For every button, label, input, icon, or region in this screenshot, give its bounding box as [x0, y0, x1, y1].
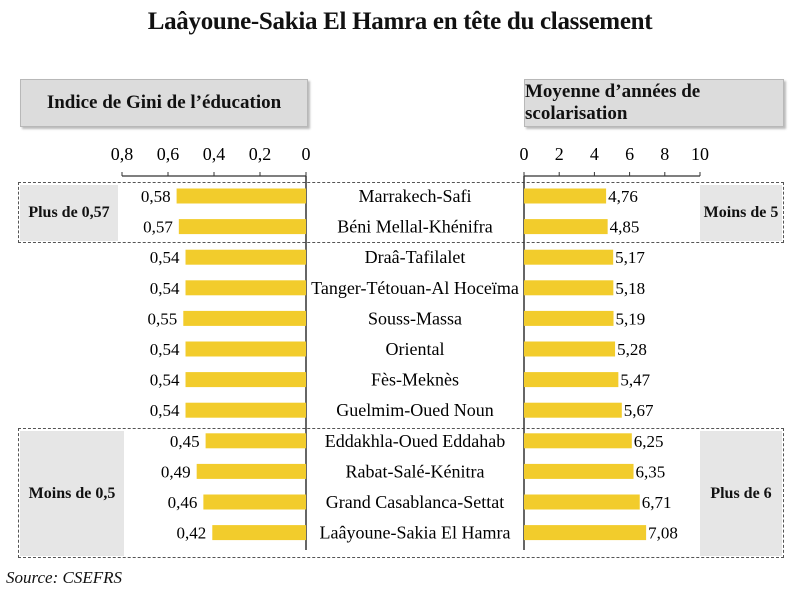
gini-value-label: 0,55: [147, 309, 178, 329]
region-label: Rabat-Salé-Kénitra: [345, 461, 485, 482]
years-value-label: 4,85: [609, 217, 640, 237]
gini-value-label: 0,54: [149, 370, 180, 390]
gini-bar: [186, 372, 306, 387]
gini-bar: [206, 433, 306, 448]
years-value-label: 5,18: [615, 278, 646, 298]
region-label: Oriental: [385, 339, 445, 359]
schooling-panel-header: Moyenne d’années de scolarisation: [524, 79, 784, 127]
gini-bar: [212, 525, 306, 540]
years-bar: [524, 342, 615, 357]
gini-tick-label: 0: [301, 144, 311, 164]
years-bar: [524, 372, 618, 387]
years-tick-label: 2: [554, 144, 564, 164]
gini-value-label: 0,54: [149, 340, 180, 359]
group-label-top-left: Plus de 0,57: [20, 185, 118, 241]
gini-bar: [186, 250, 306, 265]
gini-value-label: 0,42: [176, 523, 207, 543]
years-bar: [524, 464, 634, 479]
region-label: Guelmim-Oued Noun: [336, 400, 494, 421]
region-label: Laâyoune-Sakia El Hamra: [319, 522, 511, 543]
years-tick-label: 6: [625, 144, 635, 164]
gini-value-label: 0,54: [149, 401, 180, 421]
years-value-label: 5,47: [620, 370, 651, 390]
group-label-bottom-right: Plus de 6: [700, 431, 782, 556]
chart-title: Laâyoune-Sakia El Hamra en tête du classement: [147, 8, 653, 35]
gini-bar: [197, 464, 306, 479]
years-bar: [524, 525, 646, 540]
region-label: Tanger-Tétouan-Al Hoceïma: [311, 277, 519, 298]
gini-bar: [183, 311, 306, 326]
years-bar: [524, 403, 622, 418]
gini-bar: [177, 189, 306, 204]
gini-value-label: 0,49: [160, 462, 191, 482]
gini-tick-label: 0,4: [202, 144, 226, 164]
years-value-label: 4,76: [608, 187, 638, 206]
region-label: Grand Casablanca-Settat: [325, 492, 505, 512]
years-value-label: 6,35: [635, 462, 666, 482]
years-tick-label: 4: [589, 144, 599, 164]
region-label: Eddakhla-Oued Eddahab: [324, 430, 506, 451]
years-bar: [524, 250, 613, 265]
gini-bar: [179, 219, 306, 234]
years-bar: [524, 311, 614, 326]
years-value-label: 6,25: [633, 431, 664, 451]
region-label: Fès-Meknès: [371, 369, 459, 390]
group-label-top-right: Moins de 5: [700, 185, 782, 241]
region-label: Béni Mellal-Khénifra: [337, 216, 493, 237]
gini-bar: [186, 280, 306, 295]
gini-value-label: 0,54: [149, 248, 180, 268]
years-tick-label: 8: [660, 144, 670, 164]
region-label: Souss-Massa: [367, 308, 463, 329]
years-bar: [524, 433, 632, 448]
years-bar: [524, 189, 606, 204]
years-value-label: 5,17: [615, 248, 645, 268]
gini-bar: [186, 342, 306, 357]
gini-value-label: 0,58: [140, 187, 171, 206]
years-value-label: 5,19: [615, 309, 646, 329]
years-value-label: 7,08: [648, 523, 678, 543]
group-label-bottom-left: Moins de 0,5: [20, 431, 124, 556]
source-note: Source: CSEFRS: [6, 568, 122, 587]
gini-value-label: 0,46: [167, 493, 198, 512]
years-value-label: 5,67: [623, 401, 654, 421]
years-tick-label: 10: [691, 144, 709, 164]
years-value-label: 6,71: [641, 493, 672, 512]
gini-tick-label: 0,8: [110, 144, 134, 164]
years-value-label: 5,28: [617, 340, 647, 359]
gini-tick-label: 0,2: [248, 144, 272, 164]
gini-value-label: 0,45: [169, 431, 200, 451]
gini-tick-label: 0,6: [156, 144, 180, 164]
gini-value-label: 0,54: [149, 278, 180, 298]
years-tick-label: 0: [519, 144, 529, 164]
years-bar: [524, 219, 608, 234]
gini-panel-header: Indice de Gini de l’éducation: [20, 79, 308, 127]
years-bar: [524, 280, 613, 295]
gini-value-label: 0,57: [143, 217, 173, 237]
gini-bar: [203, 495, 306, 510]
region-label: Draâ-Tafilalet: [364, 247, 466, 268]
years-bar: [524, 495, 640, 510]
gini-bar: [186, 403, 306, 418]
region-label: Marrakech-Safi: [358, 186, 472, 206]
